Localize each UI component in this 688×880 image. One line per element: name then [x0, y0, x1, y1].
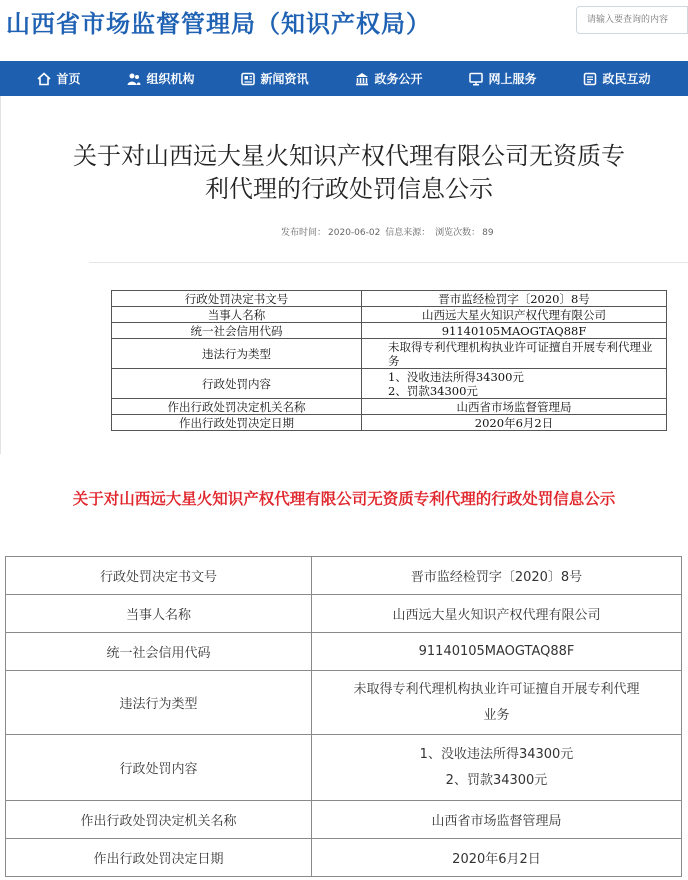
table-row: [112, 369, 667, 399]
views-label: 浏览次数：: [435, 228, 481, 238]
main-nav: [0, 61, 688, 96]
search-input[interactable]: [576, 6, 688, 34]
site-title[interactable]: 山西省市场监督管理局（知识产权局）: [6, 10, 431, 38]
nav-item-label: 政民互动: [602, 72, 651, 86]
nav-item-label: 网上服务: [488, 72, 537, 86]
nav-item-interaction[interactable]: [583, 70, 650, 87]
home-icon: [37, 72, 51, 86]
nav-item-label: 首页: [56, 72, 81, 86]
source-label: 信息来源：: [385, 228, 431, 238]
article-title: [1, 140, 688, 206]
row-value: 2020年6月2日: [362, 415, 667, 431]
row-label: 作出行政处罚决定日期: [6, 839, 312, 877]
violation-line-1: 未取得专利代理机构执业许可证擅自开展专利代理: [353, 681, 640, 697]
table-row: [6, 801, 682, 839]
government-affairs-icon: [355, 72, 369, 86]
row-value: 山西远大星火知识产权代理有限公司: [362, 307, 667, 323]
table-row: [6, 671, 682, 735]
nav-item-label: 政务公开: [374, 72, 423, 86]
penalty-table-large: [5, 556, 682, 877]
violation-line-2: 业务: [483, 707, 510, 723]
penalty-line-1: 1、没收违法所得34300元: [419, 746, 574, 762]
row-label: 违法行为类型: [6, 671, 312, 735]
nav-item-government-affairs[interactable]: [355, 70, 422, 87]
row-value: 91140105MAOGTAQ88F: [362, 323, 667, 339]
views-count: 89: [482, 228, 494, 238]
row-value: [312, 671, 682, 735]
publish-date: 2020-06-02: [328, 228, 381, 238]
row-label: 统一社会信用代码: [112, 323, 362, 339]
org-structure-icon: [127, 72, 141, 86]
penalty-table-small: [111, 290, 667, 431]
table-row: [112, 323, 667, 339]
online-service-icon: [469, 72, 483, 86]
row-value: 2020年6月2日: [312, 839, 682, 877]
table-row: [112, 339, 667, 369]
article-panel: [0, 96, 688, 454]
row-value: 山西省市场监督管理局: [312, 801, 682, 839]
table-row: [6, 595, 682, 633]
table-row: [112, 399, 667, 415]
row-value: 未取得专利代理机构执业许可证擅自开展专利代理业务: [362, 339, 667, 369]
table-row: [6, 557, 682, 595]
row-label: 作出行政处罚决定机关名称: [6, 801, 312, 839]
row-label: 行政处罚内容: [6, 735, 312, 801]
site-header: [0, 0, 688, 44]
row-label: 行政处罚决定书文号: [6, 557, 312, 595]
publish-label: 发布时间：: [281, 228, 327, 238]
row-value: [362, 369, 667, 399]
row-value: 晋市监经检罚字〔2020〕8号: [362, 291, 667, 307]
article-title-line2: 利代理的行政处罚信息公示: [205, 175, 493, 203]
table-row: [112, 307, 667, 323]
table-row: [6, 735, 682, 801]
row-value: 山西省市场监督管理局: [362, 399, 667, 415]
row-value: 晋市监经检罚字〔2020〕8号: [312, 557, 682, 595]
red-headline: 关于对山西远大星火知识产权代理有限公司无资质专利代理的行政处罚信息公示: [72, 490, 616, 508]
row-label: 当事人名称: [112, 307, 362, 323]
news-icon: [241, 72, 255, 86]
table-row: [6, 633, 682, 671]
nav-item-online-service[interactable]: [469, 70, 536, 87]
nav-item-organization[interactable]: [127, 70, 194, 87]
article-title-line1: 关于对山西远大星火知识产权代理有限公司无资质专: [73, 142, 625, 170]
penalty-line-1: 1、没收违法所得34300元: [388, 369, 524, 384]
row-label: 行政处罚内容: [112, 369, 362, 399]
divider: [89, 262, 688, 263]
row-label: 作出行政处罚决定日期: [112, 415, 362, 431]
row-label: 行政处罚决定书文号: [112, 291, 362, 307]
row-label: 当事人名称: [6, 595, 312, 633]
nav-item-label: 组织机构: [146, 72, 195, 86]
penalty-line-2: 2、罚款34300元: [388, 383, 478, 398]
row-label: 统一社会信用代码: [6, 633, 312, 671]
row-value: 91140105MAOGTAQ88F: [312, 633, 682, 671]
table-row: [112, 415, 667, 431]
nav-item-home[interactable]: [37, 70, 80, 87]
interaction-icon: [583, 72, 597, 86]
table-row: [112, 291, 667, 307]
table-row: [6, 839, 682, 877]
row-label: 违法行为类型: [112, 339, 362, 369]
nav-item-news[interactable]: [241, 70, 308, 87]
row-value: [312, 735, 682, 801]
article-meta: [281, 225, 496, 238]
penalty-line-2: 2、罚款34300元: [445, 772, 548, 788]
row-value: 山西远大星火知识产权代理有限公司: [312, 595, 682, 633]
nav-item-label: 新闻资讯: [260, 72, 309, 86]
row-label: 作出行政处罚决定机关名称: [112, 399, 362, 415]
